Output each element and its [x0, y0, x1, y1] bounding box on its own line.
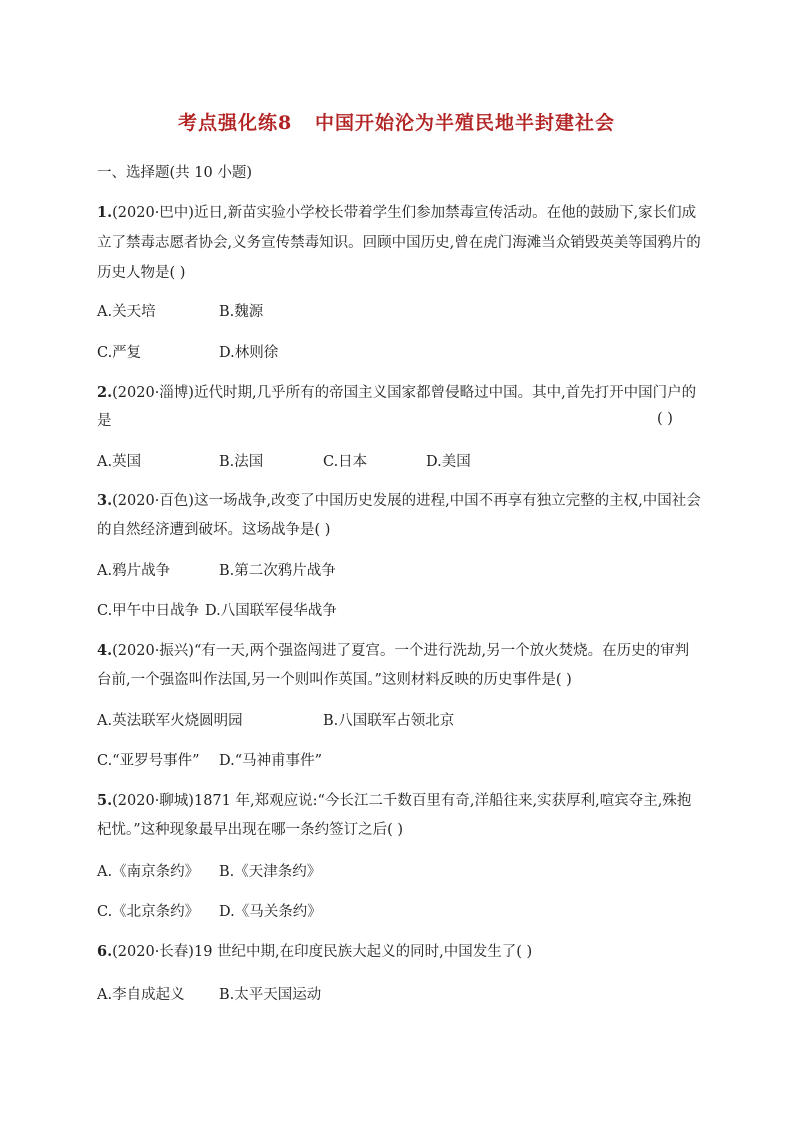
question-text: (2020·淄博)近代时期,几乎所有的帝国主义国家都曾侵略过中国。其中,首先打开中国门户的 — [112, 385, 697, 401]
option-b[interactable]: B.《天津条约》 — [219, 864, 322, 880]
option-a[interactable]: A.《南京条约》 — [97, 864, 200, 880]
question-text: (2020·巴中)近日,新苗实验小学校长带着学生们参加禁毒宣传活动。在他的鼓励下,家长们成 — [112, 205, 697, 221]
option-a[interactable]: A.关天培 — [97, 304, 156, 320]
question-number: 1. — [97, 204, 113, 221]
option-b[interactable]: B.太平天国运动 — [219, 987, 322, 1003]
question-3-options-row-1 — [97, 561, 336, 581]
option-b[interactable]: B.魏源 — [219, 304, 264, 320]
question-number: 4. — [97, 642, 113, 659]
question-text: (2020·聊城)1871 年,郑观应说:“今长江二千数百里有奇,洋船往来,实获厚利,喧宾夺主,殊抱 — [112, 793, 692, 809]
question-text: (2020·百色)这一场战争,改变了中国历史发展的进程,中国不再享有独立完整的主权,中国社会 — [112, 493, 701, 509]
question-4-line-1 — [97, 641, 689, 661]
question-5-options-row-2 — [97, 902, 322, 922]
question-6-line-1 — [97, 942, 532, 962]
option-b[interactable]: B.八国联军占领北京 — [323, 713, 455, 729]
option-d[interactable]: D.《马关条约》 — [219, 904, 322, 920]
question-2-options-row — [97, 452, 471, 472]
option-b[interactable]: B.法国 — [219, 454, 264, 470]
question-number: 2. — [97, 384, 113, 401]
question-4-options-row-1 — [97, 711, 454, 731]
question-number: 3. — [97, 492, 113, 509]
question-3-line-1 — [97, 491, 701, 511]
question-3-options-row-2 — [97, 601, 337, 621]
question-1-options-row-2 — [97, 343, 278, 363]
option-c[interactable]: C.甲午中日战争 — [97, 603, 200, 619]
question-4-options-row-2 — [97, 751, 322, 771]
question-2-line-1 — [97, 383, 696, 403]
option-d[interactable]: D.美国 — [426, 454, 471, 470]
option-a[interactable]: A.鸦片战争 — [97, 563, 171, 579]
question-number: 5. — [97, 792, 113, 809]
option-a[interactable]: A.李自成起义 — [97, 987, 185, 1003]
option-d[interactable]: D.八国联军侵华战争 — [205, 603, 337, 619]
question-4-line-2: 台前,一个强盗叫作法国,另一个则叫作英国。”这则材料反映的历史事件是( ) — [97, 672, 572, 688]
question-text: (2020·振兴)“有一天,两个强盗闯进了夏宫。一个进行洗劫,另一个放火焚烧。在历史的审判 — [112, 643, 690, 659]
question-text: (2020·长春)19 世纪中期,在印度民族大起义的同时,中国发生了( ) — [112, 944, 533, 960]
question-number: 6. — [97, 943, 113, 960]
question-2-line-2: 是 — [97, 413, 112, 429]
question-5-options-row-1 — [97, 862, 321, 882]
section-heading: 一、选择题(共 10 小题) — [97, 165, 252, 181]
option-c[interactable]: C.《北京条约》 — [97, 904, 200, 920]
option-c[interactable]: C.“亚罗号事件” — [97, 753, 200, 769]
question-1-line-1 — [97, 203, 696, 223]
option-d[interactable]: D.林则徐 — [219, 345, 279, 361]
option-a[interactable]: A.英国 — [97, 454, 142, 470]
page-title: 考点强化练8 中国开始沦为半殖民地半封建社会 — [177, 112, 616, 134]
question-1-line-3: 历史人物是( ) — [97, 265, 186, 281]
option-a[interactable]: A.英法联军火烧圆明园 — [97, 713, 243, 729]
question-5-line-1 — [97, 791, 691, 811]
option-b[interactable]: B.第二次鸦片战争 — [219, 563, 336, 579]
question-5-line-2: 杞忧。”这种现象最早出现在哪一条约签订之后( ) — [97, 822, 404, 838]
option-d[interactable]: D.“马神甫事件” — [219, 753, 323, 769]
option-c[interactable]: C.严复 — [97, 345, 142, 361]
option-c[interactable]: C.日本 — [323, 454, 368, 470]
question-6-options-row-1 — [97, 985, 321, 1005]
question-3-line-2: 的自然经济遭到破坏。这场战争是( ) — [97, 522, 331, 538]
question-1-options-row-1 — [97, 302, 263, 322]
question-1-line-2: 立了禁毒志愿者协会,义务宣传禁毒知识。回顾中国历史,曾在虎门海滩当众销毁英美等国鸦片的 — [97, 235, 701, 251]
answer-paren: ( ) — [657, 411, 673, 427]
